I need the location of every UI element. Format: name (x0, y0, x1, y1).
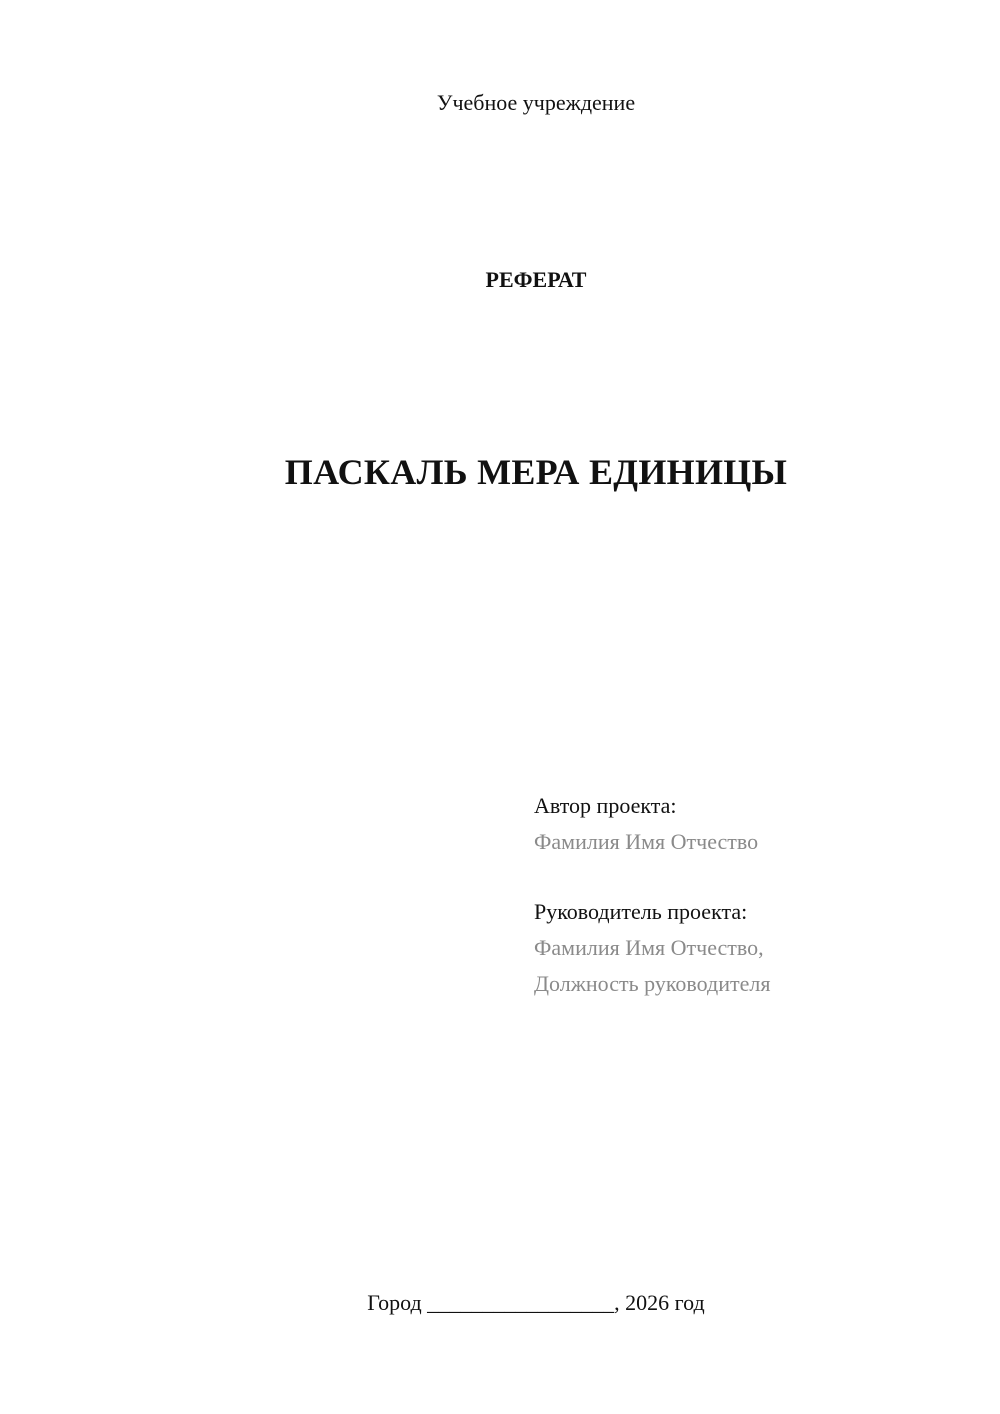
year-text: , 2026 год (614, 1290, 705, 1315)
institution-name: Учебное учреждение (436, 90, 636, 115)
footer-city-year (36, 1290, 1000, 1316)
spacer (534, 860, 974, 894)
city-blank: _________________ (427, 1290, 615, 1315)
author-label: Автор проекта: (534, 793, 677, 818)
supervisor-position: Должность руководителя (534, 971, 771, 996)
author-name: Фамилия Имя Отчество (534, 829, 759, 854)
city-label: Город (367, 1290, 422, 1315)
project-people-block (534, 788, 974, 1002)
document-title: ПАСКАЛЬ МЕРА ЕДИНИЦЫ (284, 452, 788, 492)
document-type: РЕФЕРАТ (485, 267, 587, 292)
supervisor-label: Руководитель проекта: (534, 899, 748, 924)
supervisor-name: Фамилия Имя Отчество, (534, 935, 764, 960)
